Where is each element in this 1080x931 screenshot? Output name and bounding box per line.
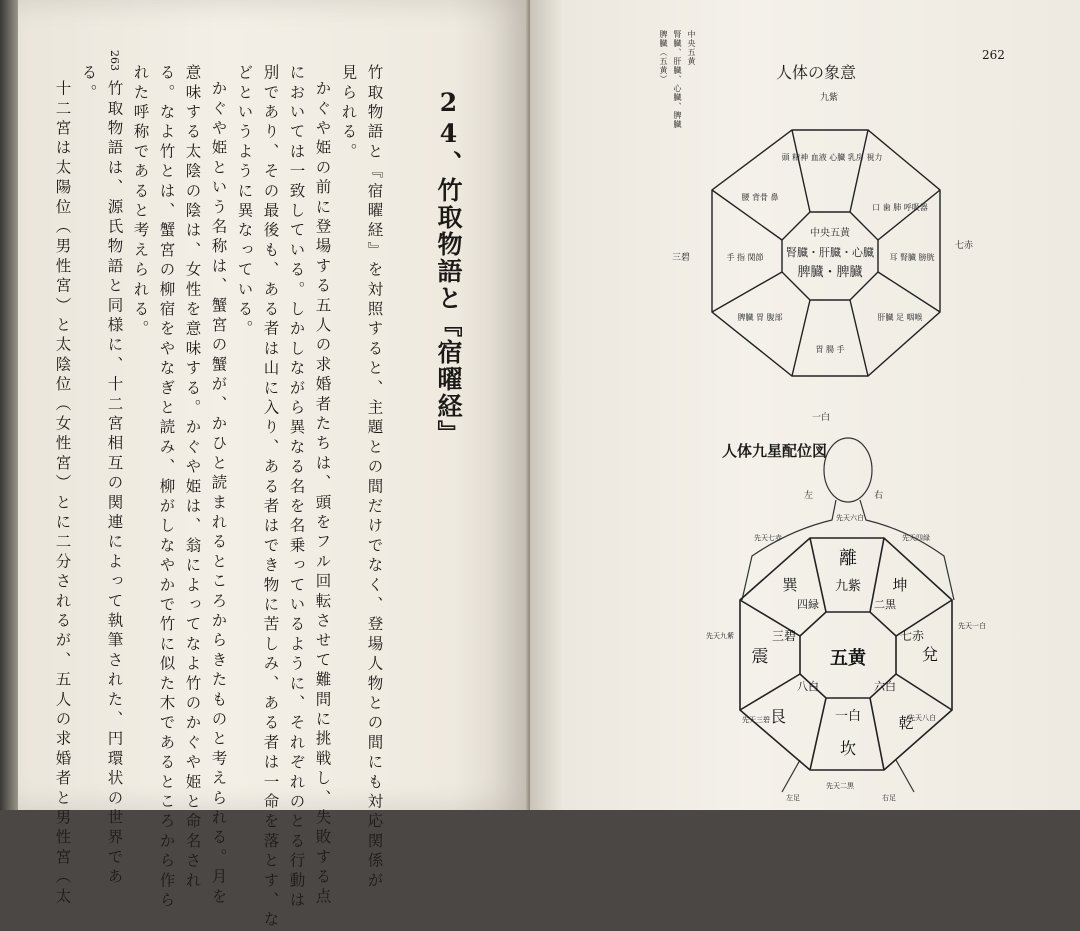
- body-position-label: 先天三碧: [742, 716, 770, 724]
- body-position-label: 先天四緑: [902, 534, 930, 542]
- star-label: 九紫: [834, 579, 862, 594]
- trigram-label: 離: [839, 548, 857, 569]
- body-position-label: 先天七赤: [754, 534, 782, 542]
- legend-line: 脾臓（五黄）: [659, 30, 668, 84]
- text-column: 見られる。: [339, 64, 358, 163]
- segment-label: 口 歯 肺 呼吸器: [872, 203, 928, 212]
- trigram-label: 艮: [769, 707, 787, 726]
- segment-label: 頭 精神 血液 心臓 乳房 視力: [781, 153, 883, 162]
- body-side-label: 右: [874, 491, 884, 501]
- foot-label: 左足: [786, 794, 800, 802]
- direction-label: 九紫: [820, 93, 839, 103]
- segment-label: 腰 背骨 鼻: [741, 193, 779, 202]
- star-label: 一白: [834, 709, 862, 724]
- text-column: る。: [79, 64, 98, 104]
- text-column: る。なよ竹とは、蟹宮の柳宿をやなぎと読み、柳がしなやかで竹に似た木であるところから作ら: [157, 64, 176, 912]
- trigram-label: 乾: [898, 714, 914, 732]
- trigram-label: 坎: [839, 739, 857, 758]
- page-number-right: 262: [982, 48, 1005, 62]
- text-column: どというように異なっている。: [235, 64, 254, 340]
- text-column: 竹取物語と『宿曜経』を対照すると、主題との間だけでなく、登場人物との間にも対応関係が: [365, 64, 384, 892]
- direction-label: 三碧: [672, 253, 691, 263]
- star-label: 七赤: [899, 629, 925, 643]
- figure-title-bottom: 人体九星配位図: [722, 442, 828, 460]
- direction-label: 一白: [812, 413, 831, 423]
- text-column: かぐや姫という名称は、蟹宮の蟹が、かひと読まれるところからきたものと考えられる。月を: [209, 80, 228, 908]
- segment-label: 手 指 関節: [726, 253, 764, 262]
- text-column: 十二宮は太陽位（男性宮）と太陰位（女性宮）とに二分されるが、五人の求婚者と男性宮（太: [53, 80, 72, 908]
- segment-label: 耳 腎臓 膀胱: [889, 253, 935, 262]
- direction-label: 七赤: [955, 241, 974, 251]
- chapter-heading: 24、竹取物語と『宿曜経』: [434, 88, 463, 447]
- foot-label: 右足: [882, 794, 896, 802]
- text-column: 竹取物語は、源氏物語と同様に、十二宮相互の関連によって執筆された、円環状の世界であ: [105, 80, 124, 888]
- center-label: 脾臓・脾臓: [797, 265, 863, 280]
- body-side-label: 左: [804, 491, 814, 501]
- text-column: 別であり、その最後も、ある者は山に入り、ある者はでき物に苦しみ、ある者は一命を落とす、な: [261, 64, 280, 931]
- center-label: 腎臓・肝臓・心臓: [786, 246, 874, 259]
- trigram-label: 巽: [782, 576, 798, 594]
- star-label: 二黒: [874, 598, 896, 611]
- text-column: 意味する太陰の陰は、女性を意味する。かぐや姫は、翁によってなよ竹のかぐや姫と命名され: [183, 64, 202, 892]
- head-outline: [824, 438, 872, 502]
- text-column: においては一致している。しかしながら異なる名を名乗っているように、それぞれのとる行動は: [287, 64, 306, 912]
- trigram-label: 坤: [892, 576, 908, 594]
- text-column: かぐや姫の前に登場する五人の求婚者たちは、頭をフル回転させて難問に挑戦し、失敗する点: [313, 80, 332, 908]
- segment-label: 胃 腸 手: [815, 345, 845, 354]
- star-label: 四緑: [797, 598, 819, 611]
- star-label: 六白: [874, 680, 896, 693]
- body-position-label: 先天八白: [908, 714, 936, 722]
- text-column: れた呼称であると考えられる。: [131, 64, 150, 340]
- body-position-label: 先天二黒: [826, 782, 854, 790]
- center-star: 五黄: [830, 648, 866, 669]
- page-number-left: 263: [108, 50, 121, 71]
- body-position-label: 先天九紫: [706, 632, 734, 640]
- figure-title-top: 人体の象意: [776, 63, 857, 82]
- legend-line: 腎臓、肝臓、心臓、脾臓: [673, 30, 682, 129]
- star-label: 八白: [797, 680, 819, 693]
- segment-label: 肝臓 足 咽喉: [877, 313, 923, 322]
- trigram-label: 震: [751, 647, 769, 667]
- body-position-label: 先天一白: [958, 622, 986, 630]
- star-label: 三碧: [771, 629, 797, 643]
- center-label: 中央五黄: [810, 228, 850, 239]
- trigram-label: 兌: [921, 645, 939, 664]
- segment-label: 脾臓 胃 腹部: [737, 313, 783, 322]
- body-position-label: 先天六白: [836, 514, 864, 522]
- legend-line: 中央五黄: [687, 30, 696, 66]
